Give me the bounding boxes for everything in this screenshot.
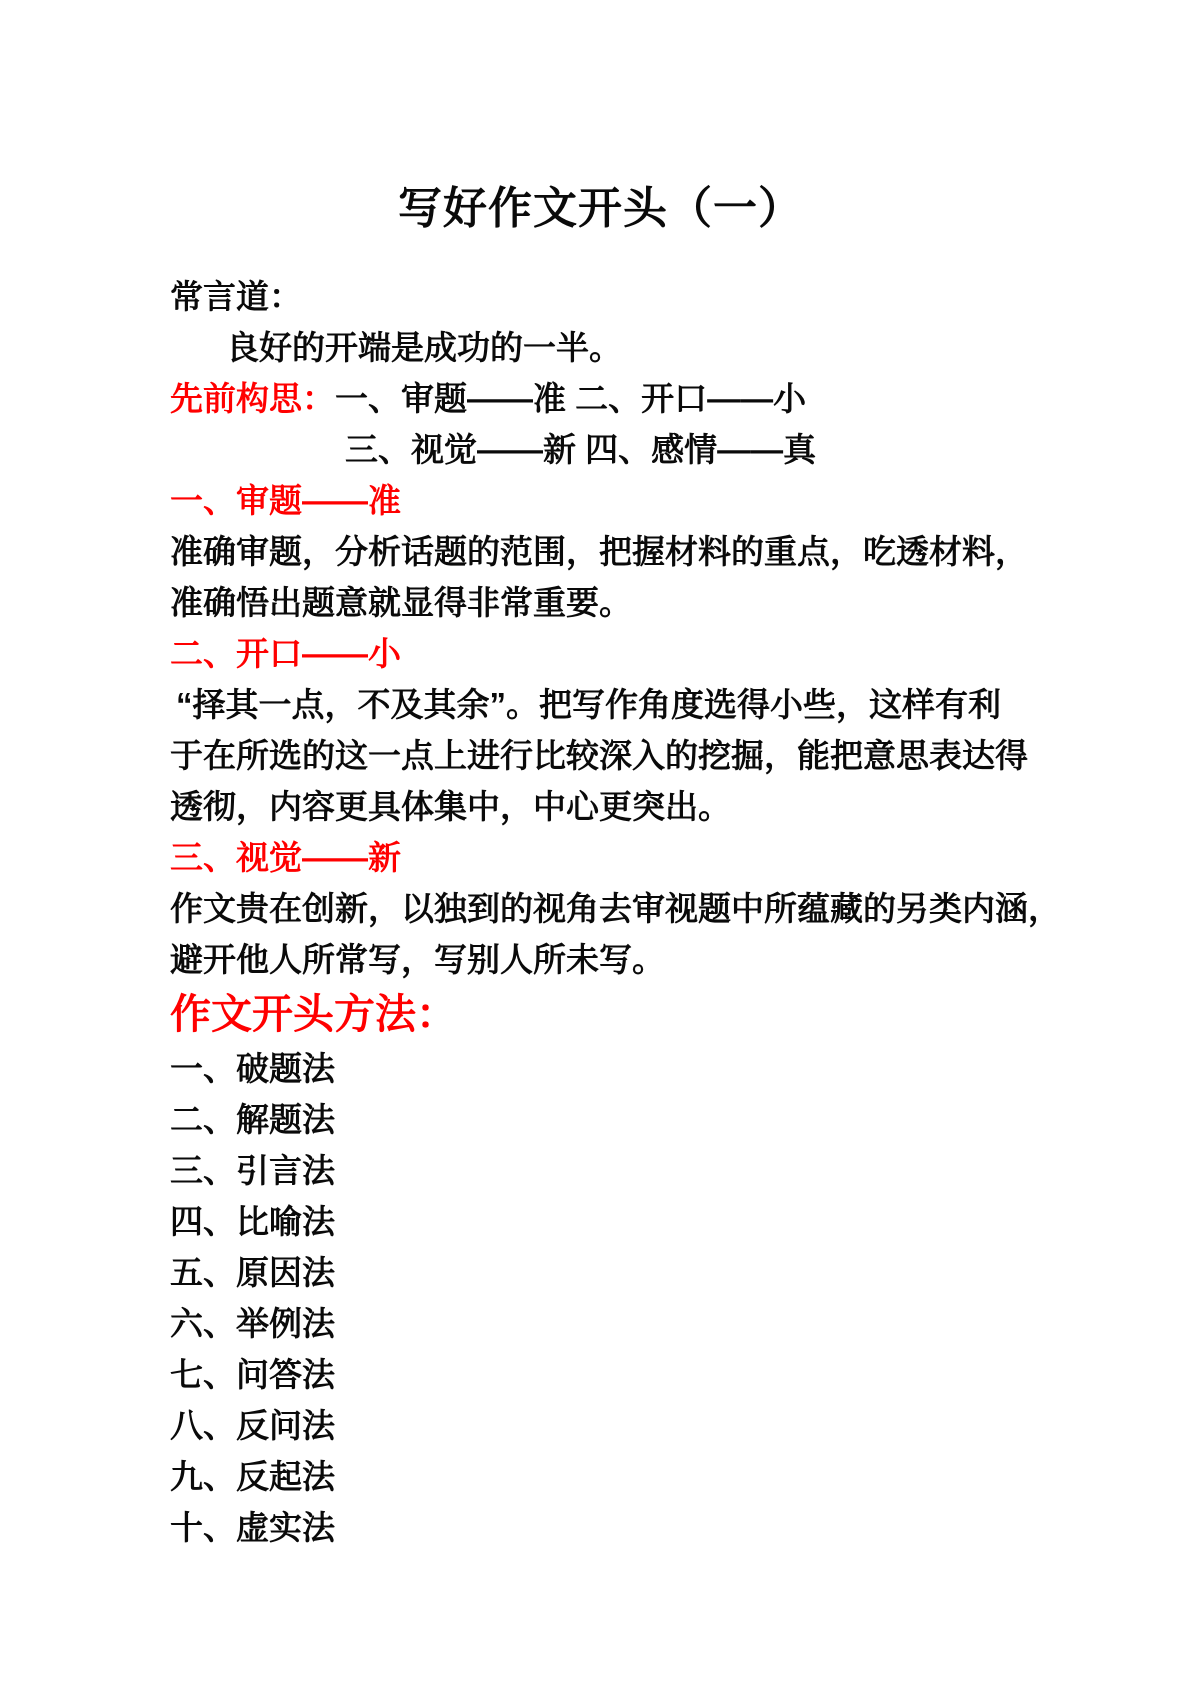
method-item-3: 三、引言法	[170, 1151, 335, 1189]
method-item-6: 六、举例法	[170, 1304, 335, 1342]
method-item-8: 八、反问法	[170, 1406, 335, 1444]
section-3-heading: 三、视觉——新	[170, 838, 401, 876]
page-title: 写好作文开头（一）	[398, 184, 803, 234]
section-2-line-1: “择其一点，不及其余”。把写作角度选得小些，这样有利	[176, 685, 1001, 723]
section-2-line-3: 透彻，内容更具体集中，中心更突出。	[170, 787, 731, 825]
section-1-line-1: 准确审题，分析话题的范围，把握材料的重点，吃透材料，	[170, 532, 1028, 570]
lead-line: 常言道：	[170, 277, 302, 315]
section-1-line-2: 准确悟出题意就显得非常重要。	[170, 583, 632, 621]
outline-items-1: 一、审题——准 二、开口——小	[335, 379, 807, 417]
proverb-line: 良好的开端是成功的一半。	[226, 328, 622, 366]
outline-line-2: 三、视觉——新 四、感情——真	[345, 430, 817, 468]
method-item-4: 四、比喻法	[170, 1202, 335, 1240]
method-item-2: 二、解题法	[170, 1100, 335, 1138]
methods-heading: 作文开头方法：	[170, 990, 457, 1037]
section-3-line-1: 作文贵在创新，以独到的视角去审视题中所蕴藏的另类内涵，	[170, 889, 1061, 927]
method-item-1: 一、破题法	[170, 1049, 335, 1087]
section-1-heading: 一、审题——准	[170, 481, 401, 519]
section-2-heading: 二、开口——小	[170, 634, 401, 672]
outline-label: 先前构思：	[170, 379, 335, 417]
section-2-line-2: 于在所选的这一点上进行比较深入的挖掘，能把意思表达得	[170, 736, 1028, 774]
method-item-5: 五、原因法	[170, 1253, 335, 1291]
section-3-line-2: 避开他人所常写，写别人所未写。	[170, 940, 665, 978]
method-item-9: 九、反起法	[170, 1457, 335, 1495]
outline-line-1	[170, 373, 1031, 424]
method-item-7: 七、问答法	[170, 1355, 335, 1393]
method-item-10: 十、虚实法	[170, 1508, 335, 1546]
